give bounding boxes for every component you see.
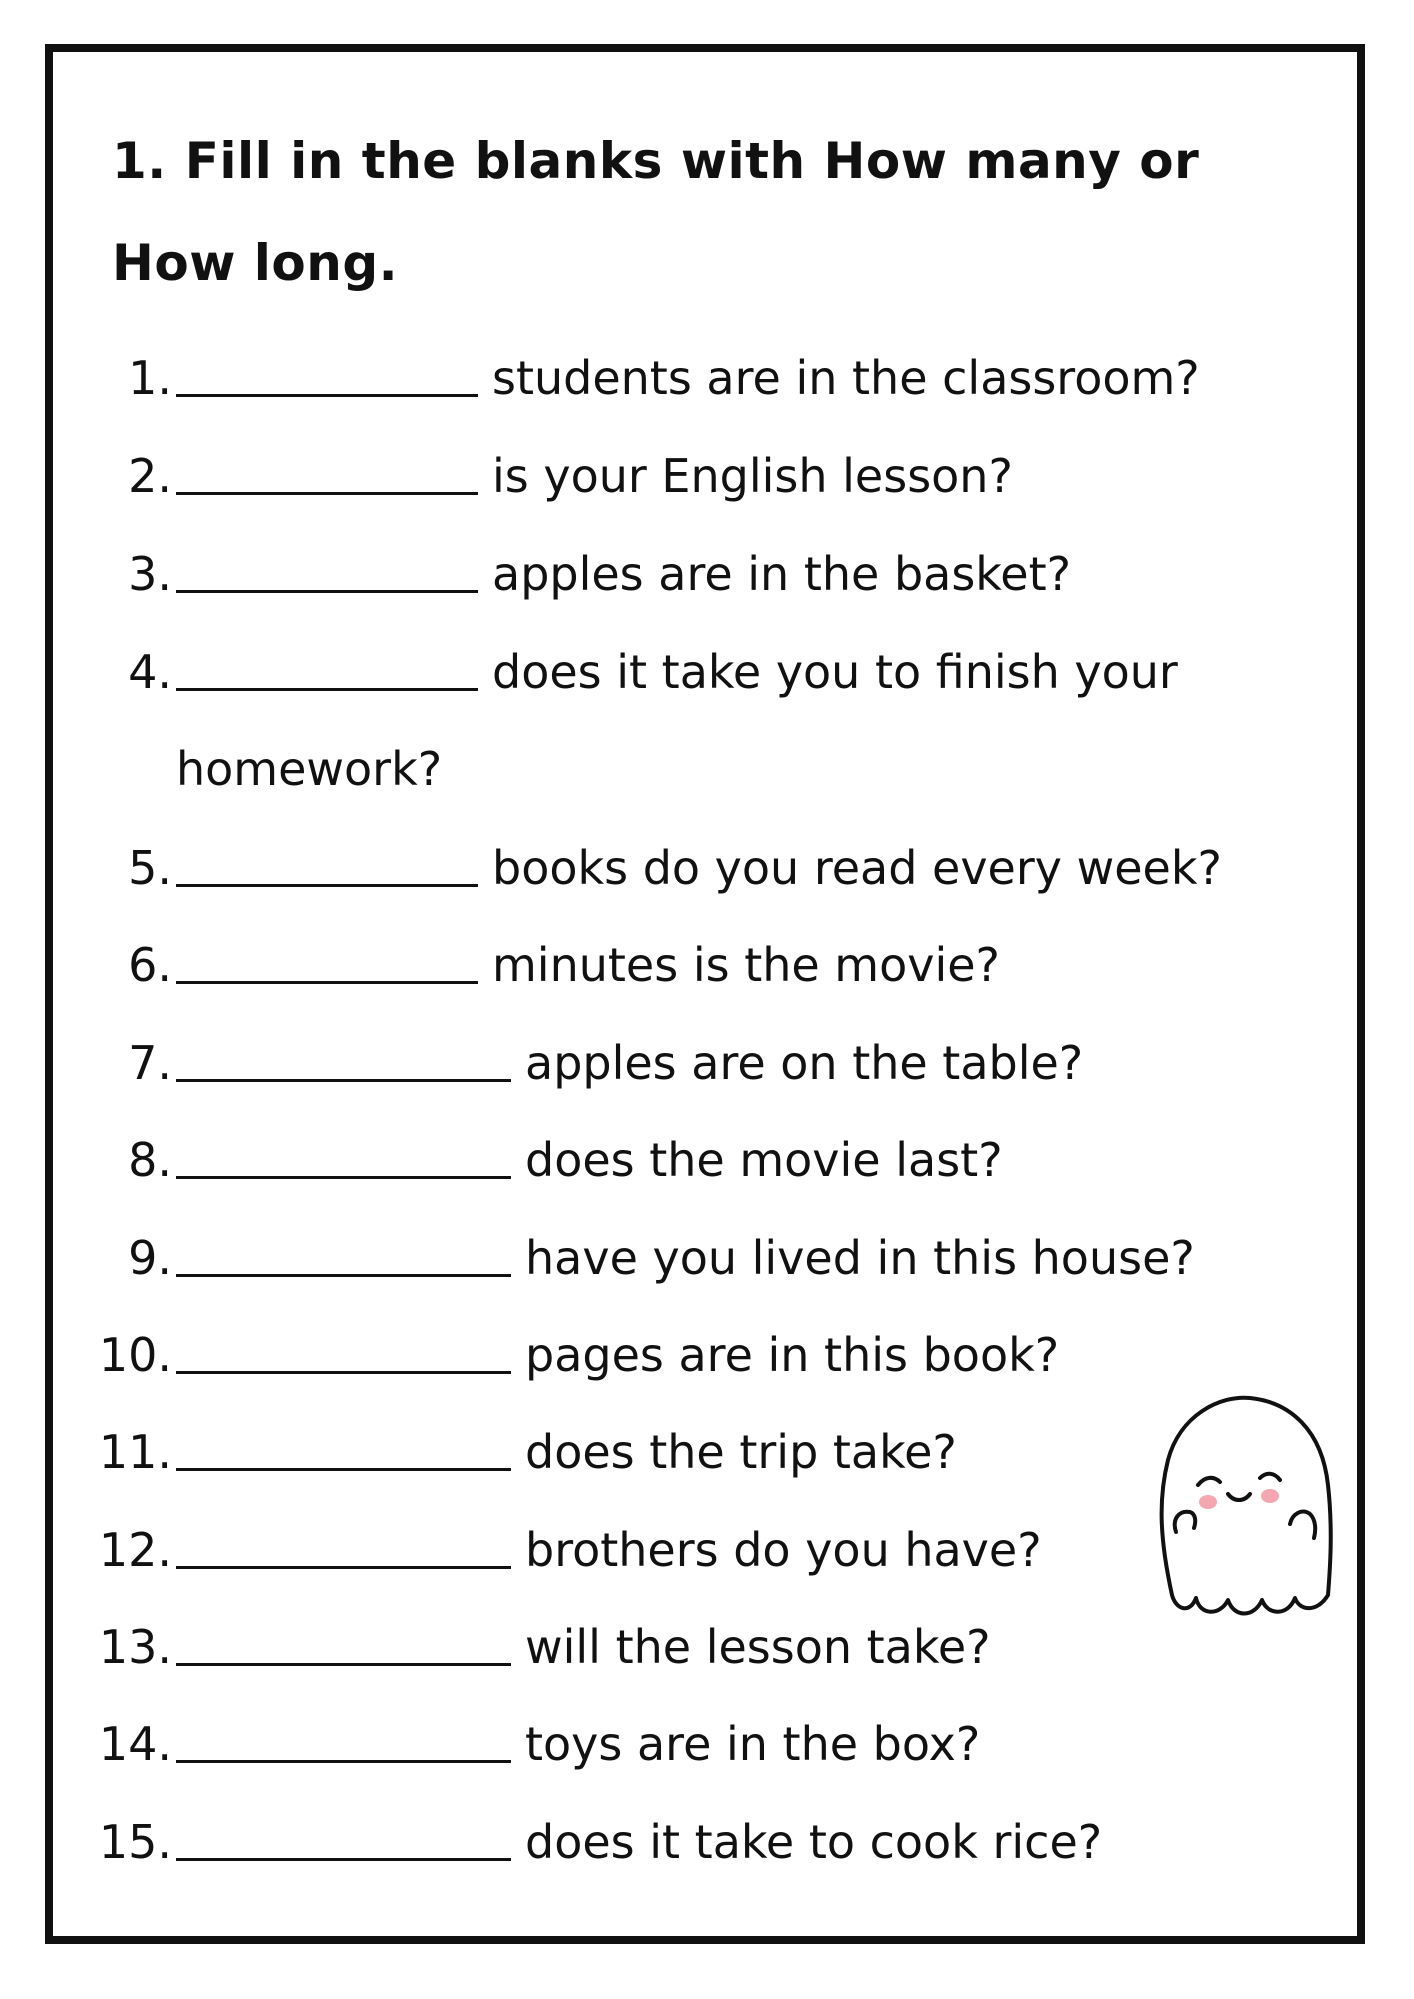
question-number: 4.: [128, 645, 172, 699]
answer-blank[interactable]: [176, 1760, 511, 1763]
question-item: [0, 348, 1300, 408]
question-number: 5.: [128, 841, 172, 895]
question-text: students are in the classroom?: [492, 351, 1200, 405]
question-item: [0, 935, 1300, 995]
question-number: 14.: [98, 1717, 172, 1771]
ghost-icon: [1150, 1390, 1340, 1630]
answer-blank[interactable]: [176, 1566, 511, 1569]
answer-blank[interactable]: [176, 492, 478, 495]
question-number: 2.: [128, 449, 172, 503]
question-item: [0, 1520, 1300, 1580]
question-item: [0, 642, 1300, 796]
answer-blank[interactable]: [176, 688, 478, 691]
question-item: [0, 446, 1300, 506]
question-text: is your English lesson?: [492, 449, 1013, 503]
answer-blank[interactable]: [176, 1858, 511, 1861]
question-text: apples are on the table?: [525, 1036, 1084, 1090]
answer-blank[interactable]: [176, 1663, 511, 1666]
answer-blank[interactable]: [176, 1176, 511, 1179]
question-number: 11.: [98, 1425, 172, 1479]
question-number: 10.: [98, 1328, 172, 1382]
answer-blank[interactable]: [176, 1468, 511, 1471]
question-number: 3.: [128, 547, 172, 601]
question-number: 9.: [128, 1231, 172, 1285]
question-text: brothers do you have?: [525, 1523, 1042, 1577]
ghost-left-blush: [1199, 1495, 1217, 1509]
question-text: toys are in the box?: [525, 1717, 981, 1771]
question-item: [0, 1033, 1300, 1093]
question-item: [0, 1617, 1300, 1677]
ghost-body: [1162, 1398, 1331, 1614]
question-text: minutes is the movie?: [492, 938, 1000, 992]
question-number: 6.: [128, 938, 172, 992]
question-text: does it take to cook rice?: [525, 1815, 1103, 1869]
question-text: will the lesson take?: [525, 1620, 991, 1674]
question-number: 12.: [98, 1523, 172, 1577]
question-number: 15.: [98, 1815, 172, 1869]
answer-blank[interactable]: [176, 1079, 511, 1082]
question-text: have you lived in this house?: [525, 1231, 1195, 1285]
answer-blank[interactable]: [176, 884, 478, 887]
question-text: pages are in this book?: [525, 1328, 1060, 1382]
answer-blank[interactable]: [176, 1371, 511, 1374]
question-item: [0, 1325, 1300, 1385]
question-number: 8.: [128, 1133, 172, 1187]
question-text: does the movie last?: [525, 1133, 1003, 1187]
question-item: [0, 1422, 1300, 1482]
answer-blank[interactable]: [176, 394, 478, 397]
question-text: apples are in the basket?: [492, 547, 1072, 601]
question-text: does the trip take?: [525, 1425, 957, 1479]
question-item: [0, 1812, 1300, 1872]
question-number: 13.: [98, 1620, 172, 1674]
question-number: 7.: [128, 1036, 172, 1090]
answer-blank[interactable]: [176, 1274, 511, 1277]
question-item: [0, 544, 1300, 604]
exercise-title: 1. Fill in the blanks with How many or How long.: [112, 132, 1200, 292]
question-text: books do you read every week?: [492, 841, 1222, 895]
ghost-right-blush: [1261, 1489, 1279, 1503]
question-item: [0, 1228, 1300, 1288]
question-item: [0, 1714, 1300, 1774]
question-number: 1.: [128, 351, 172, 405]
answer-blank[interactable]: [176, 590, 478, 593]
question-text: does it take you to finish your: [492, 645, 1178, 699]
question-item: [0, 838, 1300, 898]
question-text-continuation: homework?: [176, 742, 443, 796]
answer-blank[interactable]: [176, 981, 478, 984]
question-item: [0, 1130, 1300, 1190]
